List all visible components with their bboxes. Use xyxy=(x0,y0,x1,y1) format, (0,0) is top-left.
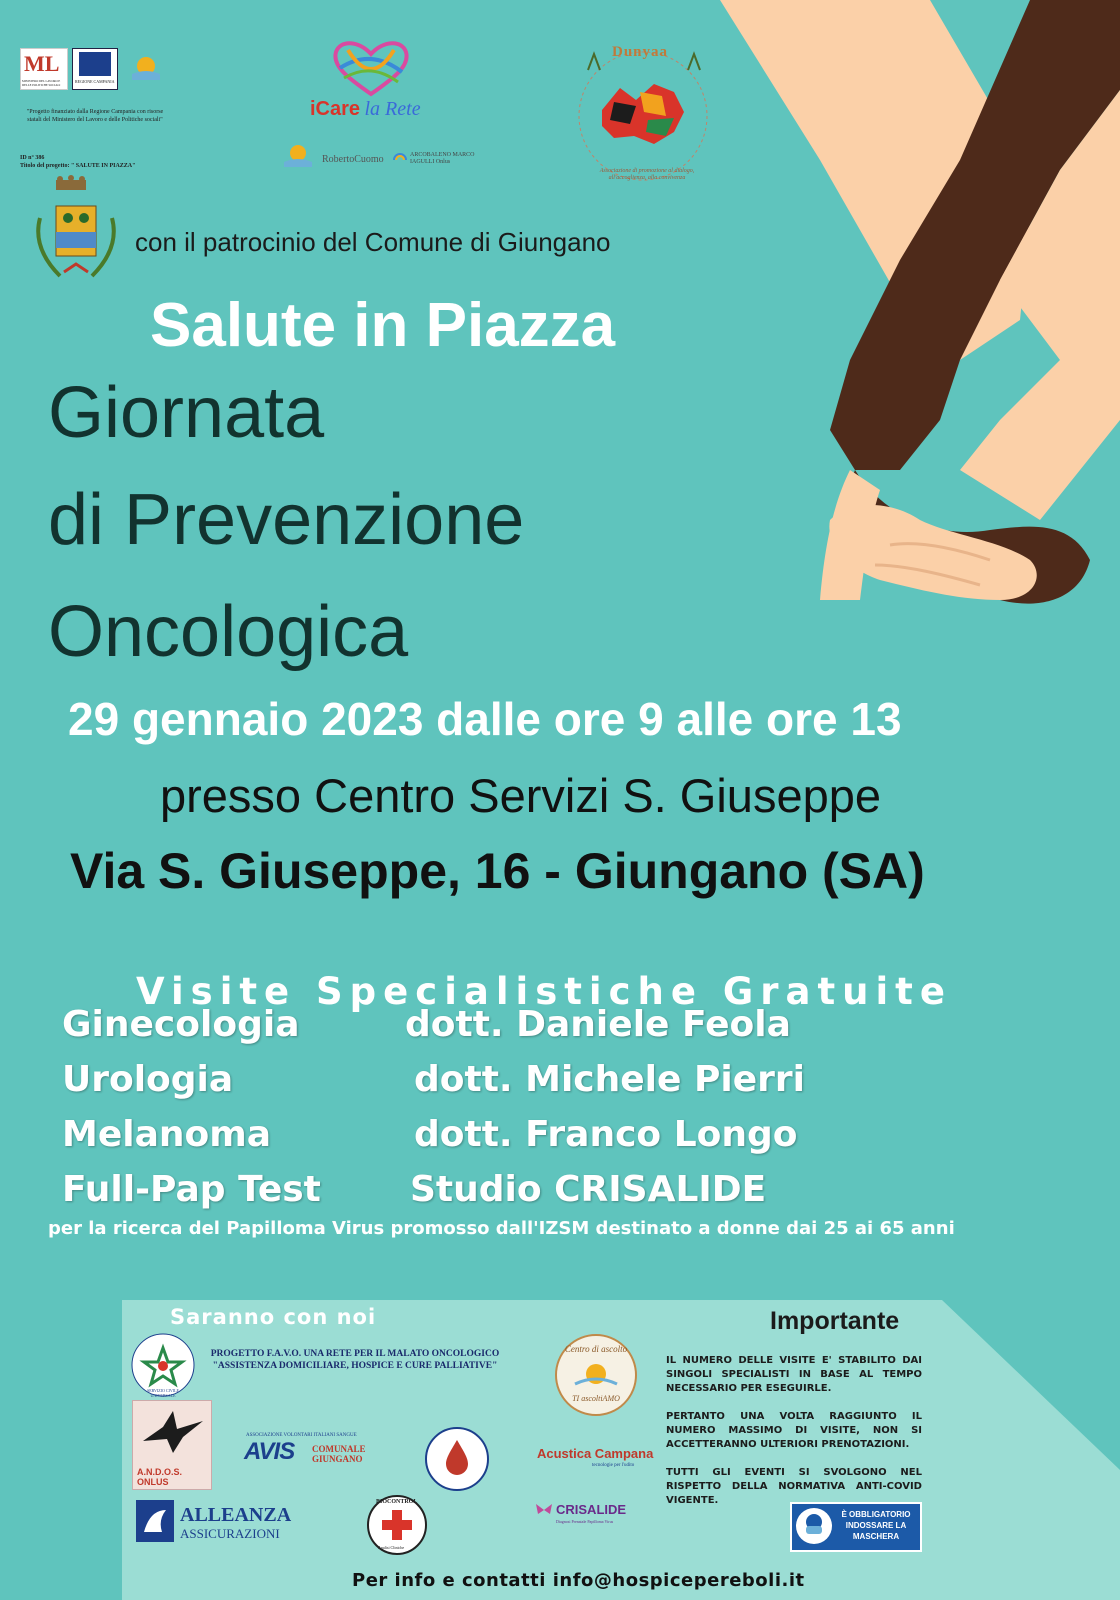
sun-logo-small xyxy=(128,50,164,86)
ministero-text: MINISTERO DEL LAVORO E DELLE POLITICHE SOCIALI xyxy=(22,79,61,87)
ministero-logo: ML MINISTERO DEL LAVORO E DELLE POLITICHE SOCIALI xyxy=(20,48,68,90)
mask-icon xyxy=(796,1508,832,1544)
mask-sign-text: È OBBLIGATORIO INDOSSARE LA MASCHERA xyxy=(841,1510,911,1541)
specialty-name: Melanoma xyxy=(62,1114,272,1155)
regione-text: REGIONE CAMPANIA xyxy=(75,79,115,84)
event-title: Salute in Piazza xyxy=(150,291,616,360)
icare-text: iCare xyxy=(310,98,361,120)
event-date-time: 29 gennaio 2023 dalle ore 9 alle ore 13 xyxy=(68,693,902,745)
biocontrol-text: BIOCONTROL xyxy=(376,1499,418,1505)
centro-ascolto-text: Centro di ascolto xyxy=(564,1344,628,1354)
andos-text: A.N.D.O.S. ONLUS xyxy=(137,1467,183,1487)
rainbow-icon xyxy=(392,148,408,162)
alleanza-text: ALLEANZA xyxy=(180,1504,292,1526)
regione-campania-logo xyxy=(72,48,118,90)
specialty-name: Full-Pap Test xyxy=(62,1169,321,1210)
dunyaa-logo xyxy=(570,40,716,186)
biocontrol-logo xyxy=(366,1494,428,1556)
centro-ascolto-logo xyxy=(553,1332,639,1418)
biocontrol-sub-text: Analisi Cliniche xyxy=(378,1545,405,1550)
visite-heading: Visite Specialistiche Gratuite xyxy=(136,970,952,1013)
crown-icon xyxy=(52,174,90,192)
acustica-campana-text: Acustica Campana xyxy=(537,1446,654,1461)
specialty-doctor: dott. Franco Longo xyxy=(414,1114,798,1155)
specialty-name: Urologia xyxy=(62,1059,234,1100)
pap-test-note: per la ricerca del Papilloma Virus promosso dall'IZSM destinato a donne dai 25 ai 65 anni xyxy=(48,1218,955,1239)
avis-logo-text: AVIS xyxy=(244,1438,295,1465)
assicurazioni-text: ASSICURAZIONI xyxy=(180,1526,280,1541)
specialty-name: Ginecologia xyxy=(62,1004,300,1045)
dunyaa-ring-text: Associazione di promozione al dialogo, all'accoglienza, alla convivenza xyxy=(599,168,695,181)
icare-wordmark xyxy=(310,98,421,121)
andos-logo xyxy=(132,1400,212,1490)
contact-info: Per info e contatti info@hospicepereboli.it xyxy=(352,1570,805,1591)
crisalide-icon xyxy=(534,1502,554,1518)
ti-ascoltiamo-text: TI ascoltiAMO xyxy=(572,1394,620,1403)
comune-giungano-coat-of-arms xyxy=(30,198,122,284)
avis-comunale-text: COMUNALE GIUNGANO xyxy=(312,1444,366,1464)
project-title-text: Titolo del progetto: " SALUTE IN PIAZZA" xyxy=(20,163,136,169)
favo-project-text: PROGETTO F.A.V.O. UNA RETE PER IL MALATO ONCOLOGICO "ASSISTENZA DOMICILIARE, HOSPICE E CURE PALLIATIVE" xyxy=(210,1349,500,1371)
blood-drop-badge-icon xyxy=(424,1426,490,1492)
patrocinio-text: con il patrocinio del Comune di Giungano xyxy=(135,227,611,257)
servizio-civile-text: SERVIZIO CIVILE UNIVERSALE xyxy=(146,1388,179,1398)
specialty-doctor: dott. Michele Pierri xyxy=(414,1059,805,1100)
progetto-finanziato-text: "Progetto finanziato dalla Regione Campania con risorse statali del Ministero del Lavoro e delle Politiche sociali" xyxy=(26,109,164,123)
headline-line-3: Oncologica xyxy=(48,592,409,672)
holding-hands-illustration xyxy=(700,0,1120,640)
event-venue: presso Centro Servizi S. Giuseppe xyxy=(160,769,881,822)
important-paragraph-3: TUTTI GLI EVENTI SI SVOLGONO NEL RISPETTO DELLA NORMATIVA ANTI-COVID VIGENTE. xyxy=(666,1467,922,1506)
project-id-text: ID n° 386 xyxy=(20,155,45,161)
specialty-doctor: Studio CRISALIDE xyxy=(410,1169,767,1210)
headline-line-2: di Prevenzione xyxy=(48,480,525,560)
arcobaleno-text: ARCOBALENO MARCO IAGULLI Onlus xyxy=(410,152,475,165)
important-paragraph-1: IL NUMERO DELLE VISITE E' STABILITO DAI SINGOLI SPECIALISTI IN BASE AL TEMPO NECESSARIO PER ESEGUIRLE. xyxy=(666,1355,922,1394)
important-paragraph-2: PERTANTO UNA VOLTA RAGGIUNTO IL NUMERO MASSIMO DI VISITE, NON SI ACCETTERANNO ULTERIORI PRENOTAZIONI. xyxy=(666,1411,922,1450)
specialty-doctor: dott. Daniele Feola xyxy=(405,1004,791,1045)
mask-required-sign xyxy=(790,1502,922,1552)
sun-logo-icare xyxy=(280,140,316,170)
headline-line-1: Giornata xyxy=(48,373,325,453)
avis-top-text: ASSOCIAZIONE VOLONTARI ITALIANI SANGUE xyxy=(246,1433,357,1438)
acustica-sub-text: tecnologie per l'udito xyxy=(592,1463,635,1468)
saranno-con-noi-heading: Saranno con noi xyxy=(170,1305,377,1329)
importante-heading: Importante xyxy=(770,1307,900,1335)
event-address: Via S. Giuseppe, 16 - Giungano (SA) xyxy=(70,843,925,899)
crisalide-sub-text: Diagnosi Prenatale Papilloma Virus xyxy=(556,1519,614,1524)
la-rete-text: la Rete xyxy=(364,98,421,120)
dunyaa-text: Dunyaa xyxy=(612,44,669,60)
icare-heart-icon xyxy=(328,38,414,98)
crisalide-text: CRISALIDE xyxy=(556,1502,627,1517)
roberto-cuomo-text: RobertoCuomo xyxy=(322,154,384,165)
servizio-civile-logo xyxy=(130,1332,196,1398)
alleanza-icon xyxy=(136,1500,174,1542)
